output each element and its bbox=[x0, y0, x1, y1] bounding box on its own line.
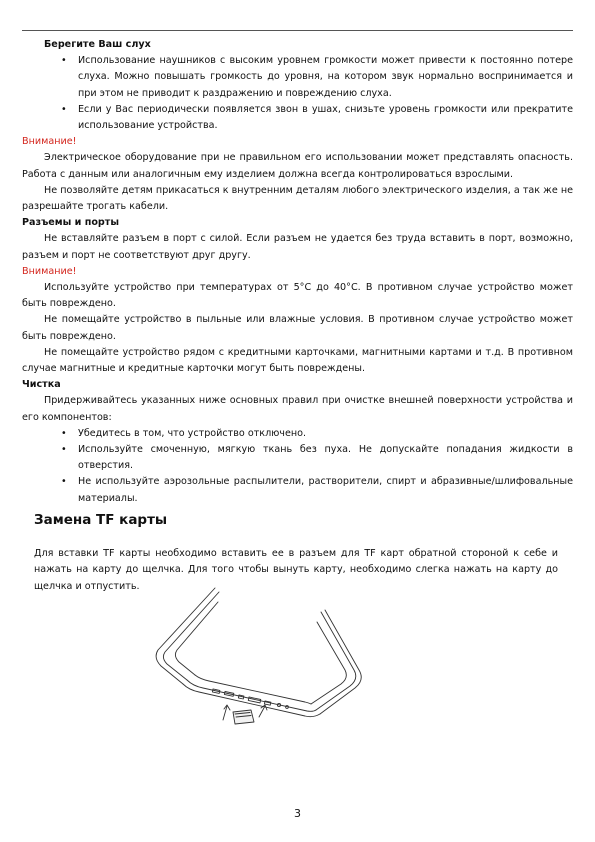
warning1-paragraph-2: Не позволяйте детям прикасаться к внутренним деталям любого электрического изделия, а так же не разрешайте трогать кабели. bbox=[22, 184, 573, 213]
tf-section-text: Для вставки TF карты необходимо вставить ее в разъем для TF карт обратной стороной к себе и нажать на карту до щелчка. Для того чтобы вынуть карту, необходимо слегка нажать на карту до щелчка и отпустить. bbox=[34, 547, 558, 592]
warning2-paragraph-1: Используйте устройство при температурах от 5°С до 40°С. В противном случае устройство может быть повреждено. bbox=[22, 282, 573, 310]
hearing-heading: Берегите Ваш слух bbox=[44, 39, 151, 50]
cleaning-bullet-2: • Используйте смоченную, мягкую ткань без пуха. Не допускайте попадания жидкости в отверстия. bbox=[22, 442, 573, 474]
hearing-bullet-2: • Если у Вас периодически появляется звон в ушах, снизьте уровень громкости или прекратите использование устройства. bbox=[22, 102, 573, 134]
warning2-paragraph-3: Не помещайте устройство рядом с кредитными карточками, магнитными картами и т.д. В противном случае магнитные и кредитные карточки могут быть повреждены. bbox=[22, 346, 573, 375]
cleaning-intro: Придерживайтесь указанных ниже основных правил при очистке внешней поверхности устройства и его компонентов: bbox=[22, 395, 573, 423]
safety-content bbox=[22, 37, 573, 507]
hearing-bullets bbox=[22, 53, 573, 134]
cleaning-bullet-1: • Убедитесь в том, что устройство отключено. bbox=[22, 426, 573, 442]
ports-paragraph-1: Не вставляйте разъем в порт с силой. Если разъем не удается без труда вставить в порт, возможно, разъем и порт не соответствуют друг другу. bbox=[22, 233, 573, 261]
cleaning-bullet-3: • Не используйте аэрозольные распылители, растворители, спирт и абразивные/шлифовальные материалы. bbox=[22, 474, 573, 506]
tf-section-title: Замена TF карты bbox=[34, 512, 168, 528]
header-rule bbox=[22, 30, 573, 31]
cleaning-heading: Чистка bbox=[22, 379, 61, 391]
tablet-tf-card-illustration bbox=[155, 580, 365, 734]
cleaning-bullets bbox=[22, 426, 573, 507]
warning1-paragraph-1: Электрическое оборудование при не правильном его использовании может представлять опасность. Работа с данным или аналогичным ему изделием должна всегда контролироваться взрослыми. bbox=[22, 152, 573, 180]
warning-label-1: Внимание! bbox=[22, 136, 77, 148]
hearing-bullet-1: • Использование наушников с высоким уровнем громкости может привести к постоянно потере слуха. Можно повышать громкость до уровня, на котором звук нормально воспринимается и при этом не приводит к раздражению и повреждению слуха. bbox=[22, 53, 573, 102]
tablet-tf-card-insertion-icon bbox=[155, 580, 365, 730]
warning2-paragraph-2: Не помещайте устройство в пыльные или влажные условия. В противном случае устройство может быть повреждено. bbox=[22, 314, 573, 342]
warning-label-2: Внимание! bbox=[22, 265, 77, 277]
ports-heading: Разъемы и порты bbox=[22, 217, 120, 229]
page-number: 3 bbox=[294, 807, 301, 820]
